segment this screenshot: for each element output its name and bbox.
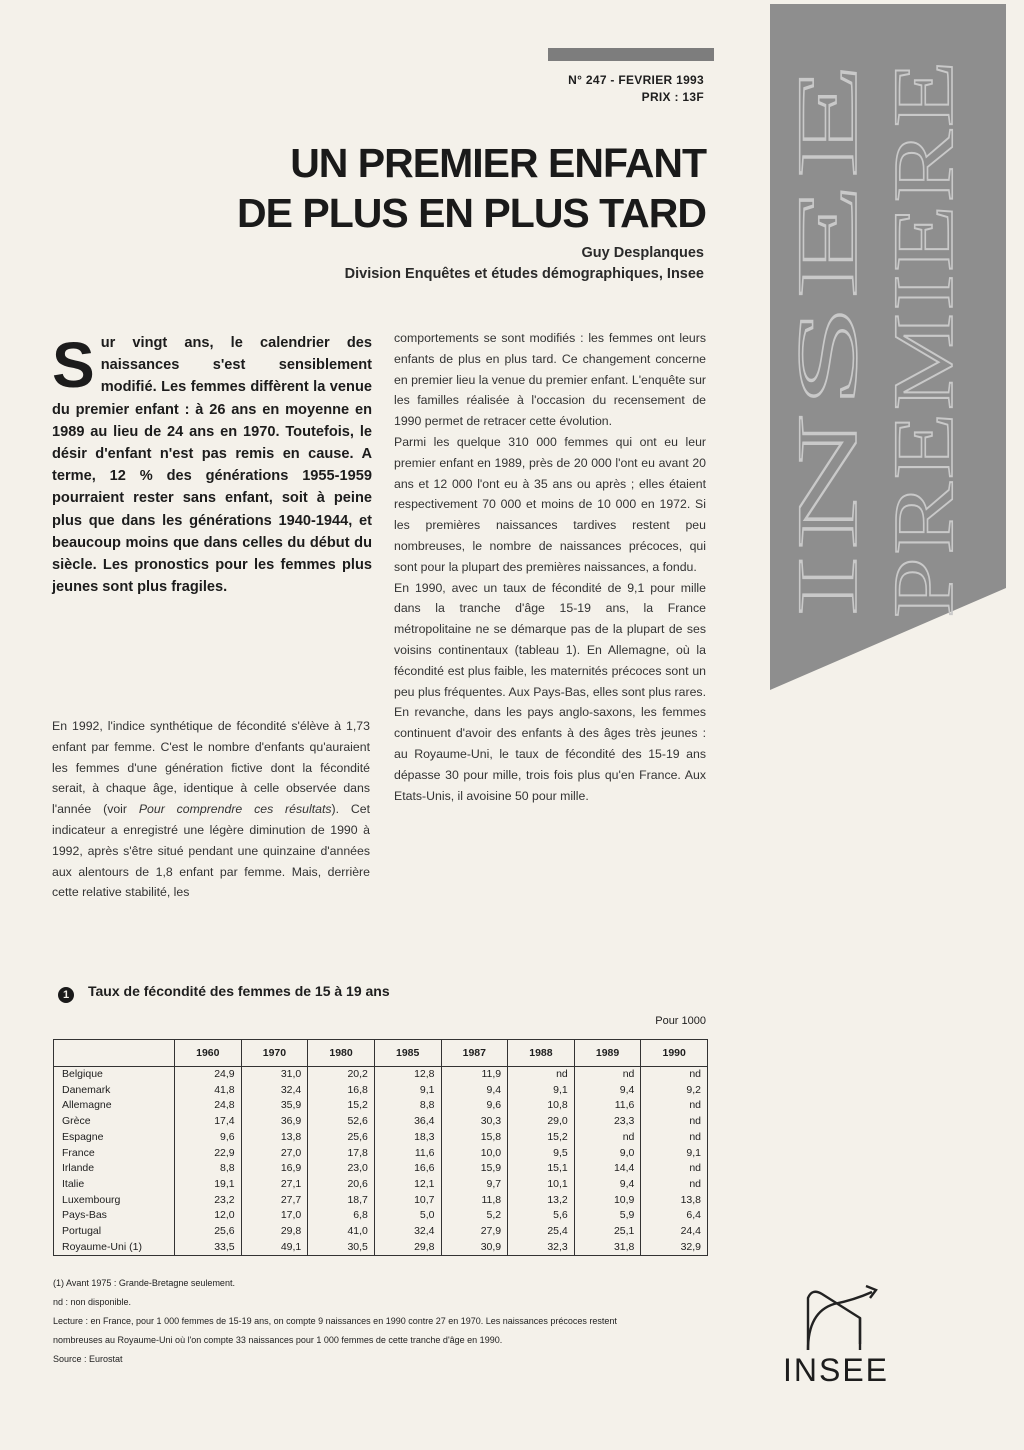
table-cell: 17,0 [241, 1208, 308, 1224]
table-row [54, 1114, 708, 1130]
masthead [772, 8, 1004, 648]
masthead-line1: INSEE [779, 364, 875, 618]
cross-reference: Pour comprendre ces résultats [138, 802, 332, 817]
table-cell: 52,6 [308, 1114, 375, 1130]
title-line-1: UN PREMIER ENFANT [290, 140, 706, 186]
table-note: Source : Eurostat [53, 1354, 123, 1364]
table-header-year: 1980 [308, 1040, 375, 1067]
table-cell: 13,8 [641, 1193, 708, 1209]
table-cell: 36,9 [241, 1114, 308, 1130]
table-row [54, 1193, 708, 1209]
table-cell: 18,7 [308, 1193, 375, 1209]
table-cell: 9,6 [175, 1130, 242, 1146]
table-row-country: Pays-Bas [62, 1209, 107, 1222]
table-header-year: 1990 [641, 1040, 708, 1067]
table-number-badge: 1 [58, 987, 74, 1003]
table-cell: 6,8 [308, 1208, 375, 1224]
table-cell: 15,9 [441, 1161, 508, 1177]
table-cell: 30,3 [441, 1114, 508, 1130]
table-cell: 9,4 [574, 1177, 641, 1193]
table-cell: nd [641, 1098, 708, 1114]
table-cell: 10,1 [508, 1177, 575, 1193]
table-cell: nd [574, 1067, 641, 1083]
table-cell: 5,0 [374, 1208, 441, 1224]
table-cell: nd [641, 1177, 708, 1193]
table-cell: 18,3 [374, 1130, 441, 1146]
table-row-country: Luxembourg [62, 1193, 121, 1206]
table-row [54, 1208, 708, 1224]
table-row [54, 1130, 708, 1146]
table-header-year: 1970 [241, 1040, 308, 1067]
table-notes [53, 1274, 713, 1369]
table-note: nd : non disponible. [53, 1297, 132, 1307]
table-cell: 32,4 [241, 1083, 308, 1099]
table-cell: 30,5 [308, 1240, 375, 1256]
author-name: Guy Desplanques [581, 245, 704, 261]
table-row-country: Espagne [62, 1130, 104, 1143]
table-header-year: 1960 [175, 1040, 242, 1067]
table-cell: 12,0 [175, 1208, 242, 1224]
table-cell: 35,9 [241, 1098, 308, 1114]
table-cell: 25,6 [175, 1224, 242, 1240]
table-cell: 25,4 [508, 1224, 575, 1240]
table-cell: 5,9 [574, 1208, 641, 1224]
table-cell: 9,6 [441, 1098, 508, 1114]
insee-logo-text: INSEE [782, 1352, 890, 1388]
table-header-year: 1985 [374, 1040, 441, 1067]
table-cell: 41,8 [175, 1083, 242, 1099]
table-cell: 14,4 [574, 1161, 641, 1177]
page-title [150, 138, 706, 238]
table-cell: nd [508, 1067, 575, 1083]
masthead-line2: PREMIERE [875, 176, 971, 618]
table-row-country: Portugal [62, 1225, 102, 1238]
table-cell: 9,1 [508, 1083, 575, 1099]
byline [250, 243, 704, 285]
table-cell: 17,4 [175, 1114, 242, 1130]
table-cell: 23,3 [574, 1114, 641, 1130]
table-row [54, 1177, 708, 1193]
lead-text: ur vingt ans, le calendrier des naissances s'est sensiblement modifié. Les femmes diffèrent la venue du premier enfant : à 26 ans en moyenne en 1989 au lieu de 24 ans en 1970. Toutefois, le désir d'enfant n'est pas remis en cause. A terme, 12 % des générations 1955-1959 pourraient rester sans enfant, soit à peine plus que dans les générations 1940-1944, et beaucoup moins que dans celles du début du siècle. Les pronostics pour les femmes plus jeunes sont plus fragiles. [52, 335, 372, 596]
table-cell: 9,1 [374, 1083, 441, 1099]
table-header-blank [54, 1040, 175, 1067]
table-row [54, 1146, 708, 1162]
table-cell: 36,4 [374, 1114, 441, 1130]
table-cell: 9,1 [641, 1146, 708, 1162]
table-row-country: Italie [62, 1177, 85, 1190]
table-cell: 29,8 [374, 1240, 441, 1256]
table-row [54, 1083, 708, 1099]
table-cell: nd [641, 1161, 708, 1177]
table-cell: 49,1 [241, 1240, 308, 1256]
table-cell: 29,0 [508, 1114, 575, 1130]
issue-info [500, 72, 704, 106]
table-cell: 12,1 [374, 1177, 441, 1193]
table-cell: 6,4 [641, 1208, 708, 1224]
table-cell: 24,9 [175, 1067, 242, 1083]
table-cell: 31,0 [241, 1067, 308, 1083]
table-cell: 8,8 [175, 1161, 242, 1177]
table-title: Taux de fécondité des femmes de 15 à 19 ans [88, 983, 390, 999]
table-row-country: Belgique [62, 1068, 103, 1080]
table-cell: 10,0 [441, 1146, 508, 1162]
table-header-year: 1987 [441, 1040, 508, 1067]
table-header-year: 1989 [574, 1040, 641, 1067]
table-cell: 27,0 [241, 1146, 308, 1162]
table-cell: 9,7 [441, 1177, 508, 1193]
table-cell: 17,8 [308, 1146, 375, 1162]
table-cell: 11,6 [574, 1098, 641, 1114]
table-row-country: Danemark [62, 1083, 111, 1096]
table-cell: 10,9 [574, 1193, 641, 1209]
table-cell: 22,9 [175, 1146, 242, 1162]
table-note: nombreuses au Royaume-Uni où l'on compte 33 naissances pour 1 000 femmes de cette tranche d'âge en 1990. [53, 1335, 503, 1345]
table-row [54, 1067, 708, 1083]
table-cell: 30,9 [441, 1240, 508, 1256]
body-text: En 1992, l'indice synthétique de fécondité s'élève à 1,73 enfant par femme. C'est le nombre d'enfants qu'auraient les femmes d'une génération fictive dont la fécondité serait, à chaque âge, identique à celle observée dans l'année (voir [52, 719, 370, 817]
table-cell: 15,2 [508, 1130, 575, 1146]
table-cell: 25,1 [574, 1224, 641, 1240]
table-row-country: Allemagne [62, 1099, 112, 1112]
table-cell: 15,1 [508, 1161, 575, 1177]
table-cell: 27,9 [441, 1224, 508, 1240]
table-row [54, 1161, 708, 1177]
table-cell: nd [641, 1130, 708, 1146]
table-header-row [54, 1040, 708, 1067]
table-row [54, 1224, 708, 1240]
table-header-year: 1988 [508, 1040, 575, 1067]
table-note: Lecture : en France, pour 1 000 femmes de 15-19 ans, on compte 9 naissances en 1990 contre 27 en 1970. Les naissances précoces restent [53, 1316, 617, 1326]
table-note: (1) Avant 1975 : Grande-Bretagne seulement. [53, 1278, 235, 1288]
table-cell: 9,5 [508, 1146, 575, 1162]
drop-cap: S [52, 329, 95, 401]
table-cell: 15,8 [441, 1130, 508, 1146]
fertility-table [53, 1039, 708, 1256]
table-cell: nd [641, 1114, 708, 1130]
table-cell: 16,9 [241, 1161, 308, 1177]
table-row-country: Irlande [62, 1162, 95, 1175]
table-cell: 15,2 [308, 1098, 375, 1114]
body-text: ). Cet indicateur a enregistré une légère diminution de 1990 à 1992, après s'être situé pendant une quinzaine d'années aux alentours de 1,8 enfant par femme. Mais, derrière cette relative stabilité, les [52, 802, 370, 900]
issue-number: N° 247 - FEVRIER 1993 [568, 73, 704, 87]
table-cell: 23,0 [308, 1161, 375, 1177]
table-cell: 16,6 [374, 1161, 441, 1177]
table-cell: 27,7 [241, 1193, 308, 1209]
table-cell: 25,6 [308, 1130, 375, 1146]
table-cell: 23,2 [175, 1193, 242, 1209]
title-line-2: DE PLUS EN PLUS TARD [237, 190, 706, 236]
table-cell: 11,6 [374, 1146, 441, 1162]
table-cell: 27,1 [241, 1177, 308, 1193]
body-column-2 [394, 328, 706, 806]
issue-price: PRIX : 13F [641, 90, 704, 104]
table-cell: 9,2 [641, 1083, 708, 1099]
table-row-country: Royaume-Uni (1) [62, 1240, 142, 1253]
table-cell: nd [641, 1067, 708, 1083]
table-unit: Pour 1000 [655, 1015, 706, 1027]
body-paragraph: comportements se sont modifiés : les femmes ont leurs enfants de plus en plus tard. Ce changement concerne en premier lieu la venue du premier enfant. L'enquête sur les familles réalisée à l'occasion du recensement de 1990 permet de retracer cette évolution. [394, 331, 707, 429]
table-caption [58, 983, 390, 1003]
table-cell: 13,2 [508, 1193, 575, 1209]
table-cell: 8,8 [374, 1098, 441, 1114]
table-cell: 5,6 [508, 1208, 575, 1224]
table-cell: 10,7 [374, 1193, 441, 1209]
table-cell: 32,9 [641, 1240, 708, 1256]
table-cell: 11,9 [441, 1067, 508, 1083]
table-cell: 41,0 [308, 1224, 375, 1240]
table-cell: 31,8 [574, 1240, 641, 1256]
table-cell: 5,2 [441, 1208, 508, 1224]
header-rule [548, 48, 714, 61]
table-cell: 12,8 [374, 1067, 441, 1083]
table-cell: 10,8 [508, 1098, 575, 1114]
body-paragraph: Parmi les quelque 310 000 femmes qui ont eu leur premier enfant en 1989, près de 20 000 l'ont eu avant 20 ans et 12 000 l'ont eu à 35 ans ou après ; elles étaient respectivement 70 000 et moins de 10 000 en 1972. Si les premières naissances tardives restent peu nombreuses, le nombre de naissances précoces, qui sont pour la plupart des premières naissances, a fondu. [394, 434, 706, 574]
table-cell: 29,8 [241, 1224, 308, 1240]
table-row-country: Grèce [62, 1115, 91, 1128]
table-cell: 20,2 [308, 1067, 375, 1083]
lead-paragraph [52, 329, 372, 598]
table-row [54, 1240, 708, 1256]
body-paragraph [52, 716, 370, 903]
table-cell: 9,4 [441, 1083, 508, 1099]
table-cell: 19,1 [175, 1177, 242, 1193]
table-cell: 32,4 [374, 1224, 441, 1240]
author-division: Division Enquêtes et études démographiques, Insee [344, 266, 704, 282]
table-cell: 9,4 [574, 1083, 641, 1099]
table-cell: 20,6 [308, 1177, 375, 1193]
table-cell: 24,4 [641, 1224, 708, 1240]
table-cell: 13,8 [241, 1130, 308, 1146]
table-row-country: France [62, 1146, 95, 1159]
table-cell: nd [574, 1130, 641, 1146]
table-cell: 24,8 [175, 1098, 242, 1114]
table-cell: 16,8 [308, 1083, 375, 1099]
table-row [54, 1098, 708, 1114]
table-cell: 9,0 [574, 1146, 641, 1162]
table-cell: 32,3 [508, 1240, 575, 1256]
body-column-1 [52, 716, 370, 903]
table-cell: 11,8 [441, 1193, 508, 1209]
table-cell: 33,5 [175, 1240, 242, 1256]
body-paragraph: En 1990, avec un taux de fécondité de 9,1 pour mille dans la tranche d'âge 15-19 ans, la France métropolitaine ne se démarque pas de la plupart de ses voisins continentaux (tableau 1). En Allemagne, où la fécondité est plus faible, les maternités précoces sont un peu plus fréquentes. Aux Pays-Bas, elles sont plus rares. En revanche, dans les pays anglo-saxons, les femmes continuent d'avoir des enfants à des âges très jeunes : au Royaume-Uni, le taux de fécondité des 15-19 ans dépasse 30 pour mille, trois fois plus qu'en France. Aux Etats-Unis, il avoisine 50 pour mille. [394, 580, 706, 803]
